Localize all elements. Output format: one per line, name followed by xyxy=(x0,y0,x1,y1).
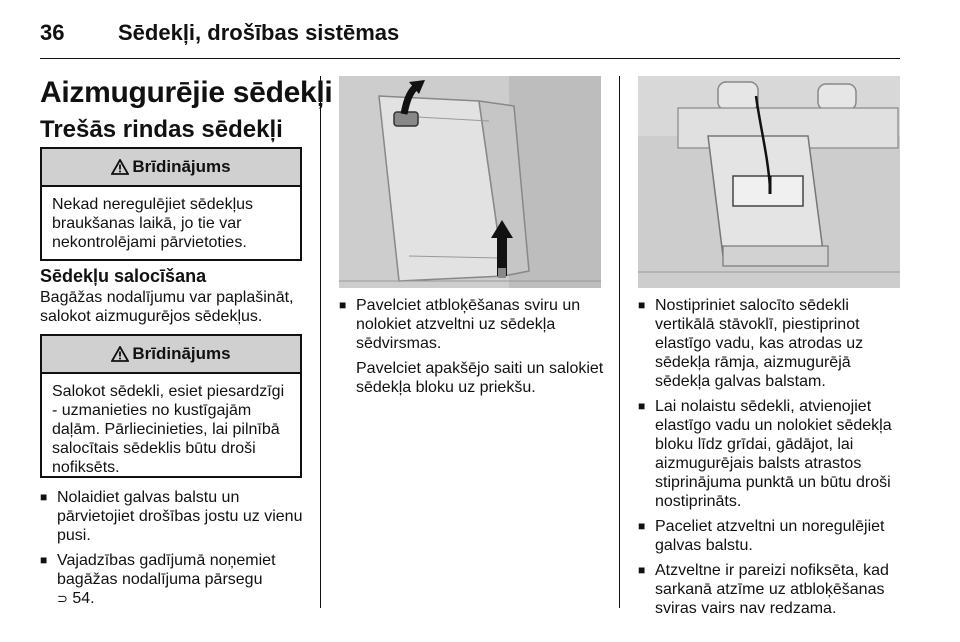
column-divider-right xyxy=(619,76,620,608)
list-item: ■ Pavelciet atbloķēšanas sviru un nolokiet atzveltni uz sēdekļa sēdvirsmas. Pavelciet apakšējo saiti un salokiet sēdekļa bloku uz priekšu. xyxy=(339,296,604,397)
page-header xyxy=(40,18,920,58)
seat-folded-illustration xyxy=(638,76,900,288)
figure-seat-release xyxy=(339,76,601,288)
list-item-continuation: Pavelciet apakšējo saiti un salokiet sēdekļa bloku uz priekšu. xyxy=(356,360,604,396)
warning-text-1: Nekad neregulējiet sēdekļus braukšanas laikā, jo tie var nekontrolējami pārvietoties. xyxy=(52,196,254,251)
warning-heading-text-1: Brīdinājums xyxy=(132,157,231,176)
middle-bullet-list xyxy=(339,296,604,403)
section-title: Aizmugurējie sēdekļi xyxy=(40,76,333,109)
running-title: Sēdekļi, drošības sistēmas xyxy=(118,20,400,45)
warning-box-1 xyxy=(40,147,302,261)
warning-triangle-icon xyxy=(111,159,129,175)
section-subtitle: Trešās rindas sēdekļi xyxy=(40,116,283,143)
left-bullet-list xyxy=(40,488,310,614)
list-item: ■ Nolaidiet galvas balstu un pārvietojiet drošības jostu uz vienu pusi. xyxy=(40,488,310,545)
intro-paragraph: Bagāžas nodalījumu var paplašināt, salokot aizmugurējos sēdekļus. xyxy=(40,289,294,325)
column-divider-left xyxy=(320,76,321,608)
warning-triangle-icon xyxy=(111,346,129,362)
header-rule xyxy=(40,58,900,59)
list-item: ■ Paceliet atzveltni un noregulējiet galvas balstu. xyxy=(638,517,903,555)
warning-heading-text-2: Brīdinājums xyxy=(132,344,231,363)
list-item: ■ Nostipriniet salocīto sēdekli vertikālā stāvoklī, piestiprinot elastīgo vadu, kas atrodas uz sēdekļa rāmja, aizmugurējā sēdekļa galvas balstam. xyxy=(638,296,903,391)
warning-heading-2 xyxy=(42,336,300,374)
list-item: ■ Atzveltne ir pareizi nofiksēta, kad sarkanā atzīme uz atbloķēšanas sviras vairs nav redzama. xyxy=(638,561,903,618)
figure-seat-folded xyxy=(638,76,900,288)
list-item: ■ Vajadzības gadījumā noņemiet bagāžas nodalījuma pārsegu ⊃ 54. xyxy=(40,551,310,608)
page-reference-link[interactable]: 54. xyxy=(72,590,95,607)
right-bullet-list xyxy=(638,296,903,624)
subsection-title: Sēdekļu salocīšana xyxy=(40,266,207,286)
warning-box-2 xyxy=(40,334,302,478)
seat-release-illustration xyxy=(339,76,601,288)
warning-text-2: Salokot sēdekli, esiet piesardzīgi - uzmanieties no kustīgajām daļām. Pārliecinieties, lai pilnībā salocītais sēdeklis būtu droši nofiksēts. xyxy=(52,383,285,476)
list-item: ■ Lai nolaistu sēdekli, atvienojiet elastīgo vadu un nolokiet sēdekļa bloku līdz grīdai, gādājot, lai aizmugurējais balsts atrastos stiprinājuma punktā un būtu droši nostiprināts. xyxy=(638,397,903,511)
page-number: 36 xyxy=(40,20,65,45)
warning-heading-1 xyxy=(42,149,300,187)
page-ref-arrow-icon: ⊃ xyxy=(57,591,68,606)
